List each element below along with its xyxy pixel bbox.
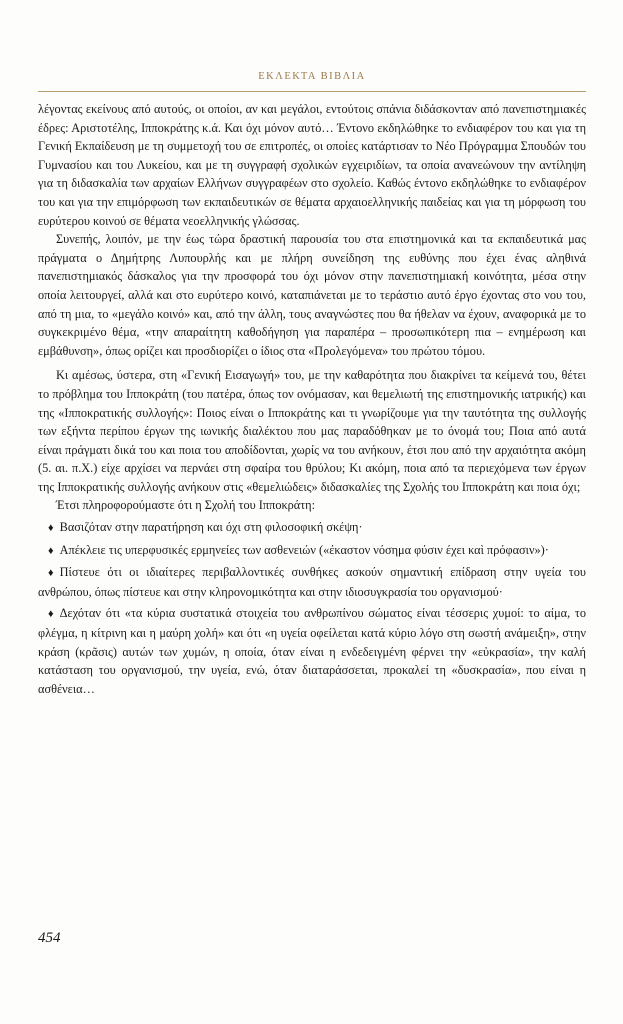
- bullet-item: [38, 518, 586, 538]
- diamond-bullet-icon: ♦: [48, 608, 54, 621]
- paragraph-1: λέγοντας εκείνους από αυτούς, οι οποίοι, αν και μεγάλοι, εντούτοις σπάνια διδάσκονταν από πανεπιστημιακές έδρες: Αριστοτέλης, Ιπποκράτης κ.ά. Και όχι μόνον αυτό… Έντονο εκδηλώθηκε το ενδιαφέρον του και για τη Γενική Εκπαίδευση με τη συμμετοχή του σε επιτροπές, οι οποίες κατάρτισαν το Νέο Πρόγραμμα Σπουδών του Γυμνασίου και του Λυκείου, και με τη συγγραφή σχολικών εγχειριδίων, τα οποία ανανεώνουν την αντίληψη για τη διδασκαλία των αρχαίων Ελλήνων συγγραφέων στο σχολείο. Καθώς έντονο εκδηλώθηκε το ενδιαφέρον του και για την επιμόρφωση των εκπαιδευτικών σε θέματα αρχαιοελληνικής παιδείας και για τη μόρφωση του ευρύτερου κοινού σε θέματα νεοελληνικής γλώσσας.: [38, 102, 586, 228]
- bullet-text: Πίστευε ότι οι ιδιαίτερες περιβαλλοντικές συνθήκες ασκούν σημαντική επίδραση στην υγεία του ανθρώπου, όπως πίστευε και στην κληρονομικότητα και στην ιδιοσυγκρασία του οργανισμού·: [38, 565, 586, 599]
- header-rule: [38, 91, 586, 92]
- bullet-item: [38, 541, 586, 561]
- page-number: 454: [38, 930, 61, 946]
- bullet-item: [38, 604, 586, 698]
- bullet-text: Βασιζόταν στην παρατήρηση και όχι στη φιλοσοφική σκέψη·: [59, 520, 363, 535]
- paragraph-3: Κι αμέσως, ύστερα, στη «Γενική Εισαγωγή» του, με την καθαρότητα που διακρίνει τα κείμενά του, θέτει το πρόβλημα του Ιπποκράτη (του πατέρα, όπως τον ονόμασαν, και θεμελιωτή της επιστημονικής ιατρικής) και της «Ιπποκρατικής συλλογής»: Ποιος είναι ο Ιπποκράτης και τι γνωρίζουμε για την ταυτότητα της συλλογής των εξήντα περίπου έργων της ιωνικής διαλέκτου που μας παραδόθηκαν με το όνομά του; Ποια από αυτά είναι πράγματι δικά του και ποια του αποδίδονται, χωρίς να του ανήκουν, έτσι που από την αρχαιότητα ακόμη (5. αι. π.Χ.) είχε αρχίσει να περνάει στη σφαίρα του θρύλου; Κι ακόμη, ποια από τα περιεχόμενα των έργων της Ιπποκρατικής συλλογής ανήκουν στις «θεμελιώδεις» διδασκαλίες της Σχολής του Ιπποκράτη και ποια όχι;: [38, 368, 586, 494]
- bullet-text: Απέκλειε τις υπερφυσικές ερμηνείες των ασθενειών («έκαστον νόσημα φύσιν έχει καὶ πρόφασιν»)·: [59, 542, 549, 557]
- diamond-bullet-icon: ♦: [48, 544, 54, 557]
- paragraph-4: Έτσι πληροφορούμαστε ότι η Σχολή του Ιπποκράτη:: [56, 498, 316, 513]
- paragraph-2: Συνεπής, λοιπόν, με την έως τώρα δραστική παρουσία του στα επιστημονικά και τα εκπαιδευτικά μας πράγματα ο Δημήτρης Λυπουρλής και με πλήρη συνείδηση της ευθύνης που έχει ένας αληθινά πανεπιστημιακός δάσκαλος για την προσφορά του όχι μόνον στην πανεπιστημιακή κοινότητα, μέσα στην οποία λειτουργεί, αλλά και στο ευρύτερο κοινό, καταπιάνεται με το τεράστιο αυτό έργο έχοντας στο νου του, από τη μια, το «μεγάλο κοινό» και, από την άλλη, τους αναγνώστες που θα ήθελαν να έχουν, αναφορικά με το συγκεκριμένο θέμα, «την απαραίτητη καθοδήγηση για παραπέρα – προσωπικότερη πια – ενημέρωση και εμβάθυνση», όπως ορίζει και προσδιορίζει ο ίδιος στα «Προλεγόμενα» του πρώτου τόμου.: [38, 232, 586, 358]
- diamond-bullet-icon: ♦: [48, 522, 54, 535]
- bullet-text: Δεχόταν ότι «τα κύρια συστατικά στοιχεία του ανθρωπίνου σώματος είναι τέσσερις χυμοί: το αίμα, το φλέγμα, η κίτρινη και η μαύρη χολή» και ότι «η υγεία οφείλεται κατά κύριο λόγο στη σωστή ανάμειξη», στην κράση (κρᾶσις) αυτών των χυμών, η οποία, όταν είναι η ενδεδειγμένη φέρνει την «εὐκρασία», την καλή κατάσταση του οργανισμού, την υγεία, ενώ, όταν διαταράσσεται, προκαλεί τη «δυσκρασία», που είναι η ασθένεια…: [38, 606, 586, 696]
- diamond-bullet-icon: ♦: [48, 567, 54, 580]
- bullet-item: [38, 563, 586, 601]
- page-body: [38, 100, 586, 698]
- running-header: ΕΚΛΕΚΤΑ ΒΙΒΛΙΑ: [258, 71, 366, 82]
